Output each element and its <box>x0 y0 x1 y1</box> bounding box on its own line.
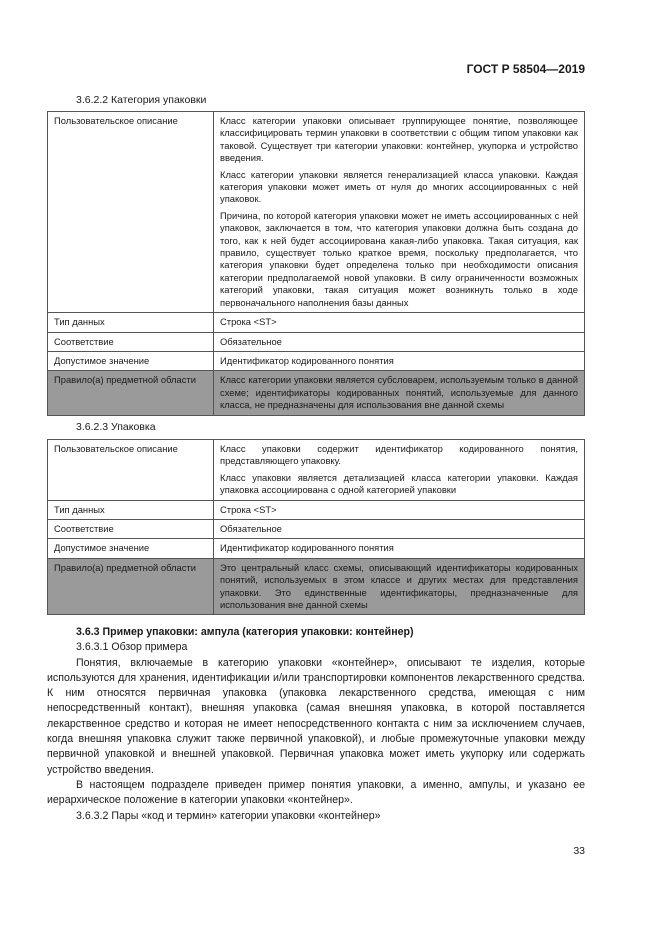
row-label: Правило(а) предметной области <box>48 558 214 615</box>
value-text: Идентификатор кодированного понятия <box>220 542 394 554</box>
value-text: Строка <ST> <box>220 503 277 515</box>
row-label: Соответствие <box>48 332 214 351</box>
table-row <box>48 332 585 351</box>
value-text: Класс категории упаковки является субсловарем, используемым только в данной схеме; идентификаторы кодированных понятий, используемые для данного класса, не предназначены для использования вне данной схемы <box>220 374 578 411</box>
subsection-heading-overview: 3.6.3.1 Обзор примера <box>76 641 188 654</box>
section-heading-package: 3.6.2.3 Упаковка <box>76 421 156 433</box>
package-category-table <box>47 111 585 416</box>
row-value <box>214 313 585 332</box>
description-paragraph: Класс категории упаковки описывает группирующее понятие, позволяющее классифицировать термин упаковки в соответствии с общим типом упаковки как таковой. Существует три категории упаковки: контейнер, укупорка и устройство введения. <box>220 115 578 164</box>
table-row <box>48 351 585 370</box>
table-row <box>48 112 585 313</box>
section-heading-package-category: 3.6.2.2 Категория упаковки <box>76 94 207 106</box>
row-value <box>214 371 585 415</box>
value-text: Строка <ST> <box>220 316 277 328</box>
row-label: Пользовательское описание <box>48 112 214 313</box>
section-heading-example: 3.6.3 Пример упаковки: ампула (категория упаковки: контейнер) <box>76 626 414 638</box>
row-label: Соответствие <box>48 520 214 539</box>
row-value <box>214 351 585 370</box>
subsection-heading-code-term-pairs: 3.6.3.2 Пары «код и термин» категории упаковки «контейнер» <box>76 809 381 822</box>
section-363-body <box>47 625 585 824</box>
row-label: Тип данных <box>48 313 214 332</box>
description-paragraph: Класс упаковки является детализацией класса категории упаковки. Каждая упаковка ассоциирована с одной категорией упаковки <box>220 471 578 496</box>
value-text: Обязательное <box>220 523 282 535</box>
body-paragraph: Понятия, включаемые в категорию упаковки «контейнер», описывают те изделия, которые используются для хранения, идентификации и/или транспортировки компонентов лекарственного средства. К ним относятся первичная упаковка (упаковка лекарственного средства, имеющая с ним непосредственный контакт), внешняя упаковка (самая внешняя упаковка, в которой поставляется лекарственное средство и которая не имеет непосредственного контакта с ним за исключением случаев, когда внешняя упаковка служит также первичной упаковкой), и любые промежуточные упаковки между первичной упаковкой и внешней упаковкой. Первичная упаковка может иметь укупорку или содержать устройство введения. <box>47 656 585 776</box>
table-row <box>48 500 585 519</box>
row-label: Допустимое значение <box>48 539 214 558</box>
row-value <box>214 112 585 313</box>
body-paragraph: В настоящем подразделе приведен пример понятия упаковки, а именно, ампулы, и указано ее иерархическое положение в категории упаковки «контейнер». <box>47 778 585 807</box>
value-text: Это центральный класс схемы, описывающий идентификаторы кодированных понятий, используемых в этом классе и других местах для представления упаковки. Это единственные идентификаторы, предназначенные для использования вне данной схемы <box>220 561 578 611</box>
row-value <box>214 332 585 351</box>
row-value <box>214 520 585 539</box>
page-number: 33 <box>573 845 585 857</box>
row-label: Пользовательское описание <box>48 440 214 501</box>
value-text: Обязательное <box>220 335 282 347</box>
description-paragraph: Класс упаковки содержит идентификатор кодированного понятия, представляющего упаковку. <box>220 443 578 467</box>
package-table <box>47 439 585 615</box>
table-row <box>48 371 585 415</box>
description-paragraph: Причина, по которой категория упаковки может не иметь ассоциированных с ней упаковок, заключается в том, что категория упаковки должна быть создана до того, как к ней будет ассоциирована какая-либо упаковка. Такая ситуация, как правило, существует только краткое время, поскольку предполагается, что категория упаковки будет определена только при необходимости описания категории предполагаемой новой упаковки. В силу ограниченности возможных категорий упаковки, такая ситуация может возникнуть только в ходе первоначального наполнения базы данных <box>220 209 578 308</box>
row-value <box>214 539 585 558</box>
value-text: Идентификатор кодированного понятия <box>220 354 394 366</box>
row-label: Тип данных <box>48 500 214 519</box>
document-standard-header: ГОСТ Р 58504—2019 <box>466 62 585 76</box>
table-row <box>48 440 585 501</box>
row-label: Правило(а) предметной области <box>48 371 214 415</box>
row-value <box>214 440 585 501</box>
table-row <box>48 313 585 332</box>
table-row <box>48 558 585 615</box>
row-value <box>214 500 585 519</box>
description-paragraph: Класс категории упаковки является генерализацией класса упаковки. Каждая категория упаковки может иметь от нуля до многих ассоциированных с ней упаковок. <box>220 168 578 205</box>
row-value <box>214 558 585 615</box>
table-row <box>48 520 585 539</box>
table-row <box>48 539 585 558</box>
row-label: Допустимое значение <box>48 351 214 370</box>
